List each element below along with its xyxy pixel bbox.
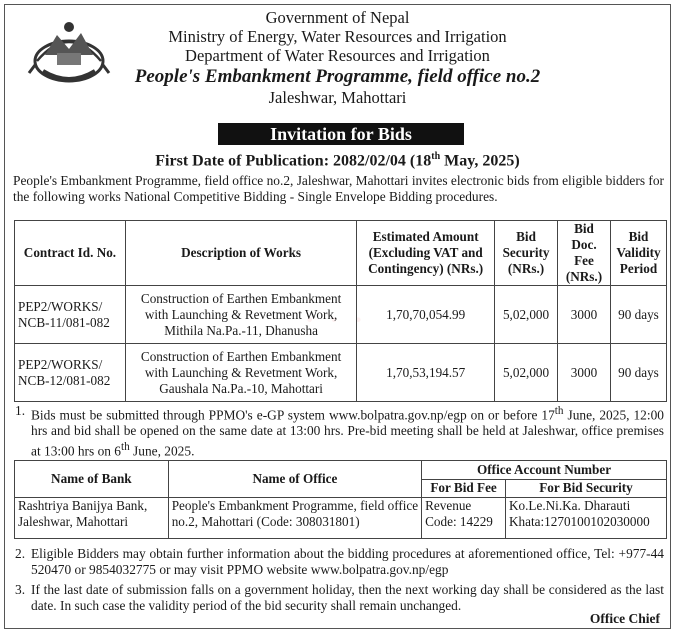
works-table-header [15, 221, 667, 286]
header-fee: Bid Doc. Fee (NRs.) [558, 221, 611, 286]
note-3-number: 3. [15, 582, 26, 597]
contract-id: PEP2/WORKS/ NCB-11/081-082 [15, 286, 126, 344]
bid-fee-account: Revenue Code: 14229 [422, 498, 506, 539]
header-validity: Bid Validity Period [610, 221, 666, 286]
note-3 [15, 582, 664, 614]
department-line: Department of Water Resources and Irrigation [185, 46, 490, 65]
publication-date-value: 2082/02/04 (18 [333, 152, 432, 170]
note-3-text: If the last date of submission falls on a government holiday, then the next working day shall be considered as the last date. In such case the validity period of the bid security shall remain unchanged. [31, 582, 664, 613]
intro-paragraph: People's Embankment Programme, field office no.2, Jaleshwar, Mahottari invites electronic bids from eligible bidders for the following works National Competitive Bidding - Single Envelope Bidding procedures. [13, 173, 664, 204]
header-office: Name of Office [168, 461, 421, 498]
letterhead [5, 8, 670, 107]
signature: Office Chief [589, 611, 660, 626]
header-contract: Contract Id. No. [15, 221, 126, 286]
bid-security: 5,02,000 [495, 286, 558, 344]
publication-date-tail: May, 2025) [440, 152, 520, 170]
header-amount: Estimated Amount (Excluding VAT and Contingency) (NRs.) [357, 221, 495, 286]
contract-id: PEP2/WORKS/ NCB-12/081-082 [15, 344, 126, 402]
ministry-line: Ministry of Energy, Water Resources and Irrigation [168, 27, 507, 46]
bid-doc-fee: 3000 [558, 344, 611, 402]
note-1-sup-a: th [554, 405, 564, 417]
bid-validity: 90 days [610, 286, 666, 344]
office-name: People's Embankment Programme, field office no.2 [134, 66, 541, 87]
note-1-sup-b: th [121, 441, 130, 454]
bid-doc-fee: 3000 [558, 286, 611, 344]
header-account: Office Account Number [422, 461, 667, 480]
table-row [15, 344, 667, 402]
estimated-amount: 1,70,53,194.57 [357, 344, 495, 402]
note-1 [15, 403, 664, 460]
header-bid-security: For Bid Security [506, 479, 667, 498]
bank-table [14, 460, 667, 539]
bid-security: 5,02,000 [495, 344, 558, 402]
office-account-name: People's Embankment Programme, field office no.2, Mahottari (Code: 308031801) [168, 498, 421, 539]
note-1-text-b: June, 2025, 12:00 hrs and bid shall be opened on the same date at 13:00 hrs. Pre-bid meeting shall be held at Jaleshwar, office premises at 13:00 hrs on 6 [31, 407, 664, 459]
publication-date-sup: th [431, 151, 441, 162]
work-description: Construction of Earthen Embankment with Launching & Revetment Work, Gaushala Na.Pa.-10, Mahottari [125, 344, 356, 402]
header-description: Description of Works [125, 221, 356, 286]
bid-security-account: Ko.Le.Ni.Ka. Dharauti Khata:1270100102030000 [506, 498, 667, 539]
note-1-text-a: Bids must be submitted through PPMO's e-GP system www.bolpatra.gov.np/egp on or before 17 [31, 407, 555, 423]
note-1-number: 1. [15, 403, 26, 418]
bid-validity: 90 days [610, 344, 666, 402]
government-line: Government of Nepal [265, 8, 410, 27]
work-description: Construction of Earthen Embankment with Launching & Revetment Work, Mithila Na.Pa.-11, Dhanusha [125, 286, 356, 344]
note-2-text: Eligible Bidders may obtain further information about the bidding procedures at aforementioned office, Tel: +977-44 520470 or 9854032775 or may visit PPMO website www.bolpatra.gov.np/egp [31, 546, 664, 577]
header-bank: Name of Bank [15, 461, 169, 498]
table-row [15, 498, 667, 539]
publication-date [5, 151, 670, 170]
watermark: · · · [305, 305, 368, 336]
note-2 [15, 546, 664, 578]
publication-label: First Date of Publication: [155, 152, 330, 170]
estimated-amount: 1,70,70,054.99 [357, 286, 495, 344]
bank-name: Rashtriya Banijya Bank, Jaleshwar, Mahottari [15, 498, 169, 539]
note-1-text-c: June, 2025. [129, 443, 195, 459]
header-security: Bid Security (NRs.) [495, 221, 558, 286]
notice-title: Invitation for Bids [218, 123, 464, 145]
header-bid-fee: For Bid Fee [422, 479, 506, 498]
note-2-number: 2. [15, 546, 26, 561]
office-location: Jaleshwar, Mahottari [268, 88, 407, 107]
works-table [14, 220, 667, 402]
bank-table-header [15, 461, 667, 480]
table-row [15, 286, 667, 344]
notice-page [4, 4, 671, 629]
